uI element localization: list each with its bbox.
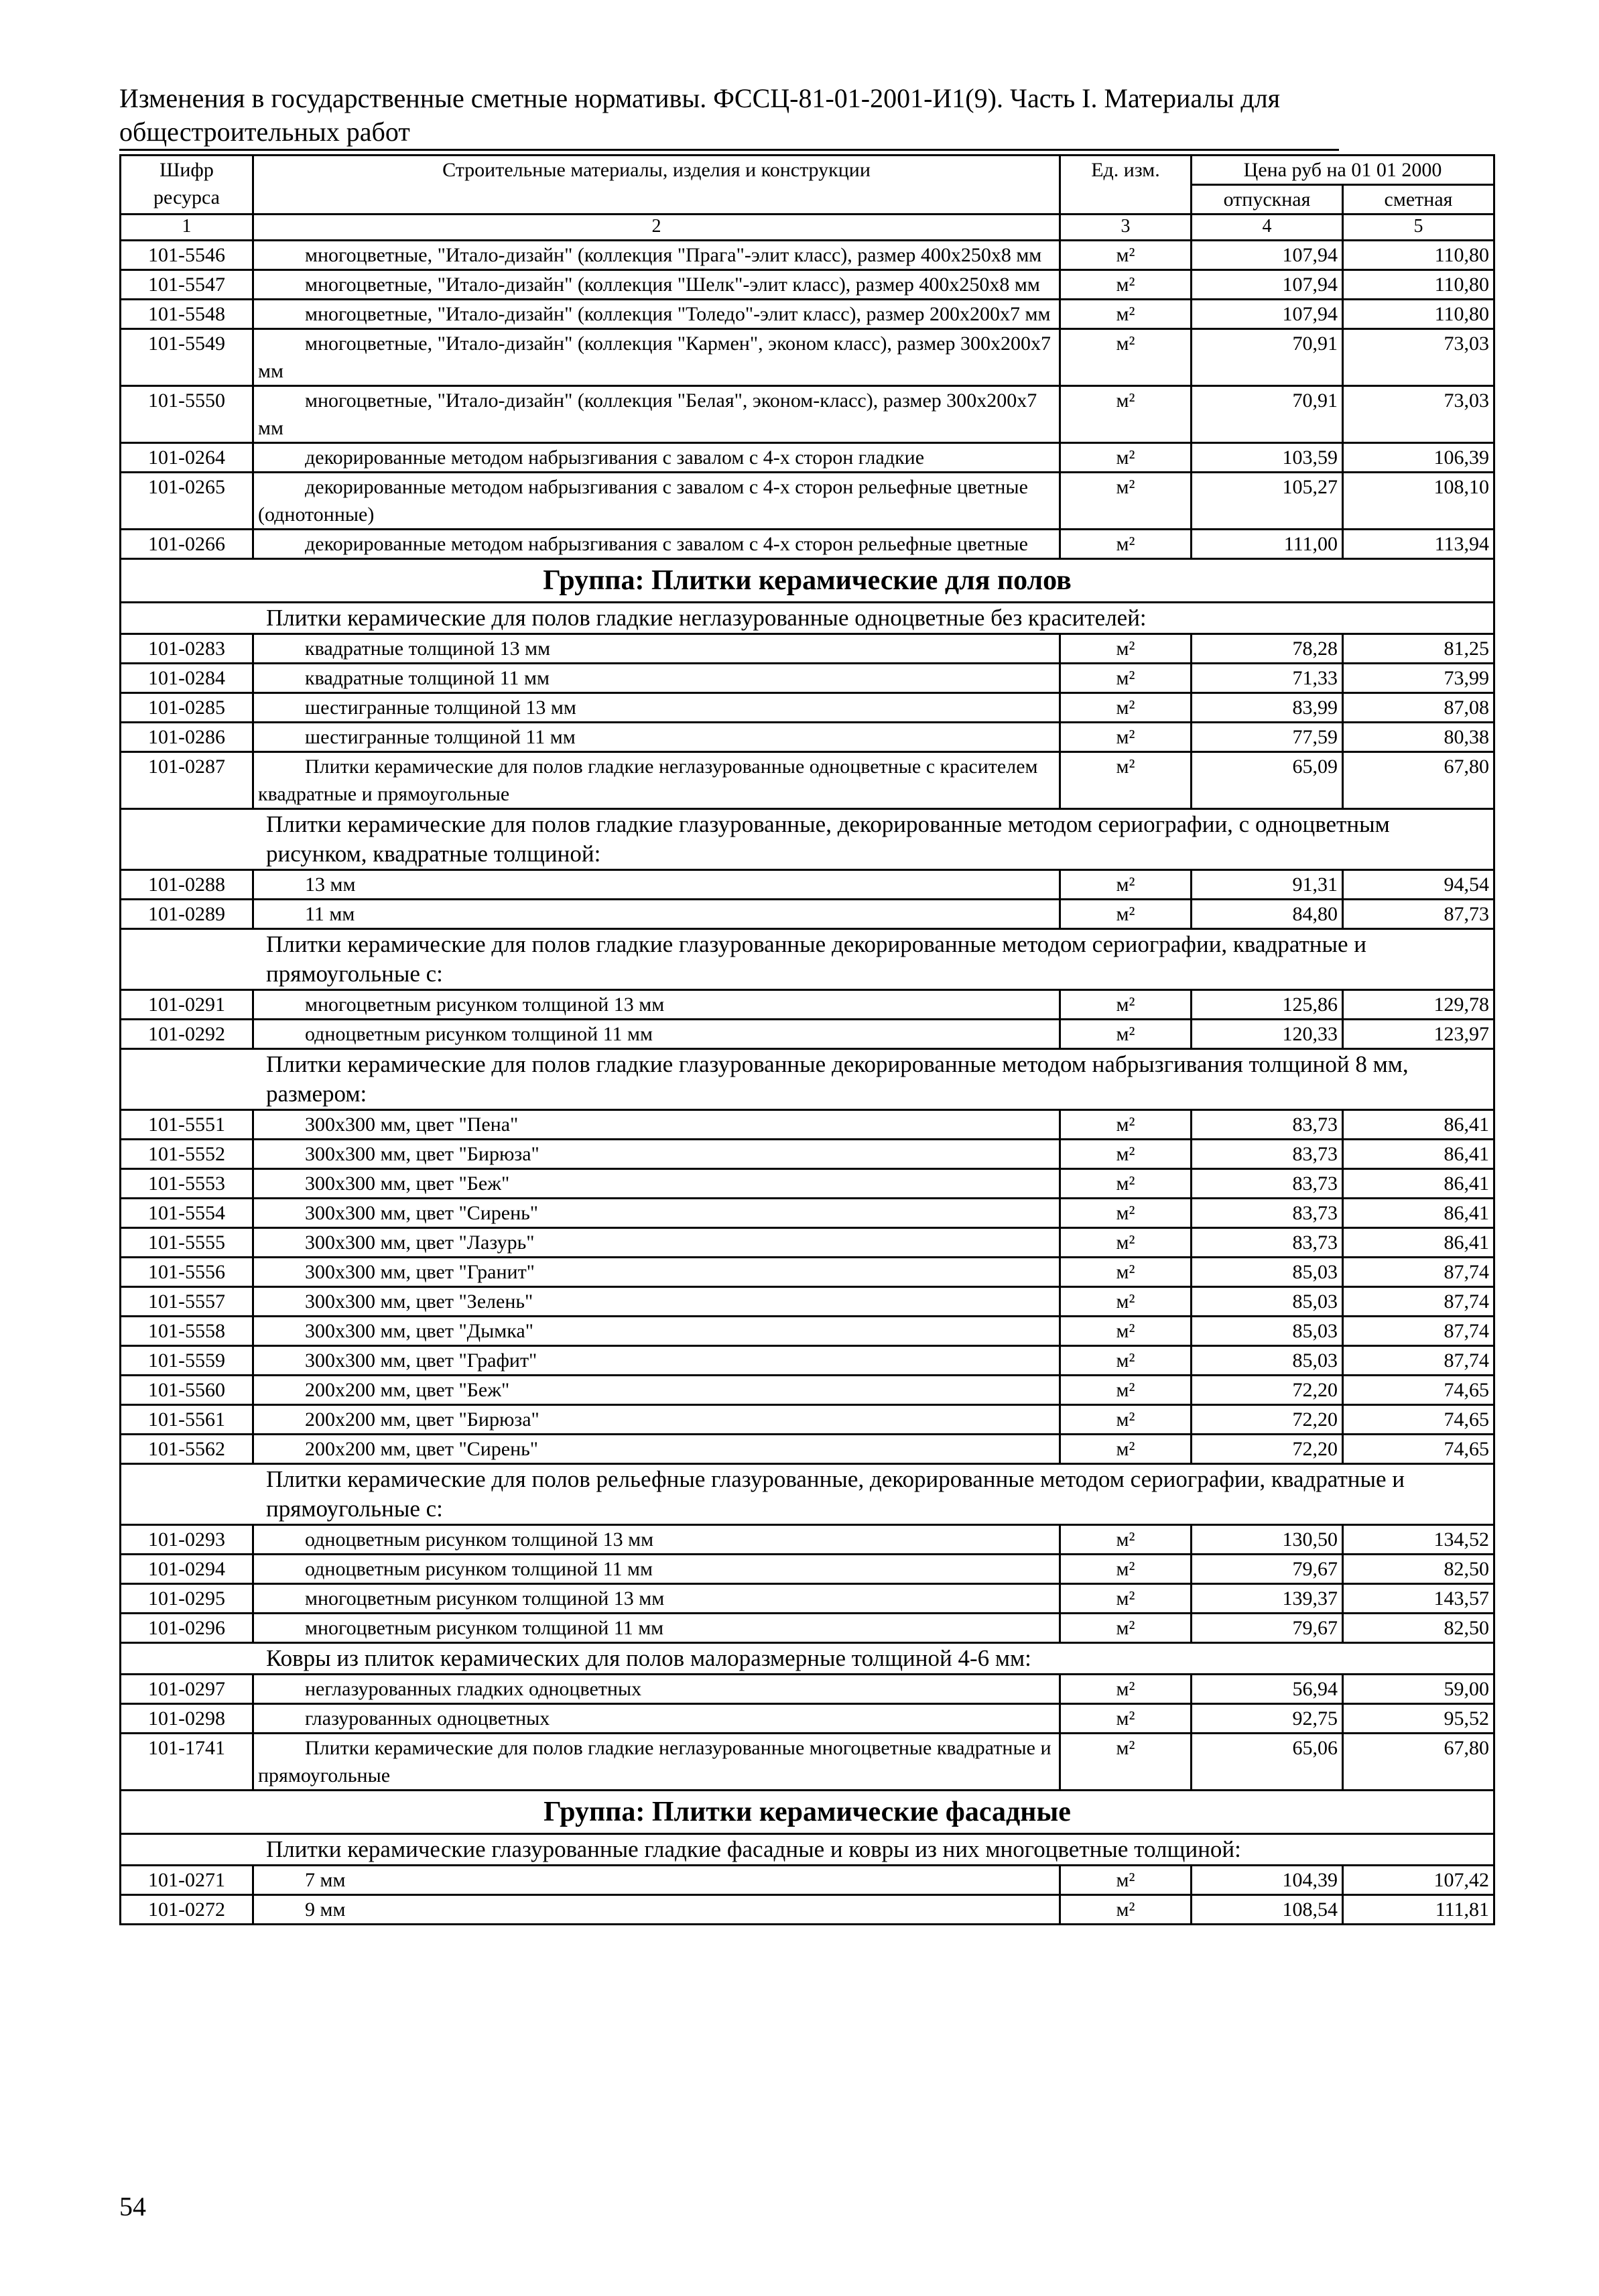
resource-code: 101-0294 (121, 1555, 253, 1584)
resource-code: 101-5558 (121, 1317, 253, 1346)
table-row (121, 1435, 1494, 1464)
unit-cell: м² (1060, 1614, 1192, 1643)
release-price: 125,86 (1192, 990, 1343, 1020)
estimate-price: 87,08 (1343, 693, 1494, 723)
unit-cell: м² (1060, 870, 1192, 900)
subgroup-heading: Плитки керамические глазурованные гладкие фасадные и ковры из них многоцветные толщиной: (121, 1834, 1494, 1866)
column-header-name: Строительные материалы, изделия и конструкции (253, 156, 1060, 215)
resource-code: 101-0266 (121, 530, 253, 559)
estimate-price: 82,50 (1343, 1614, 1494, 1643)
material-name: 9 мм (253, 1895, 1060, 1925)
table-row (121, 1704, 1494, 1734)
column-number: 3 (1060, 215, 1192, 241)
material-name: Плитки керамические для полов гладкие неглазурованные одноцветные с красителем квадратные и прямоугольные (253, 752, 1060, 809)
unit-cell: м² (1060, 473, 1192, 530)
estimate-price: 87,74 (1343, 1258, 1494, 1287)
unit-cell: м² (1060, 990, 1192, 1020)
unit-cell: м² (1060, 1258, 1192, 1287)
subgroup-heading: Плитки керамические для полов гладкие глазурованные, декорированные методом сериографии, с одноцветным рисунком, квадратные толщиной: (121, 809, 1494, 870)
material-name: 300х300 мм, цвет "Пена" (253, 1110, 1060, 1140)
material-name: 200х200 мм, цвет "Сирень" (253, 1435, 1060, 1464)
table-row (121, 693, 1494, 723)
unit-cell: м² (1060, 530, 1192, 559)
resource-code: 101-5556 (121, 1258, 253, 1287)
table-row (121, 1405, 1494, 1435)
estimate-price: 106,39 (1343, 443, 1494, 473)
resource-code: 101-0287 (121, 752, 253, 809)
resource-code: 101-0289 (121, 900, 253, 929)
release-price: 70,91 (1192, 329, 1343, 386)
resource-code: 101-5560 (121, 1376, 253, 1405)
table-row (121, 1199, 1494, 1228)
resource-code: 101-5557 (121, 1287, 253, 1317)
release-price: 79,67 (1192, 1555, 1343, 1584)
table-row (121, 723, 1494, 752)
estimate-price: 86,41 (1343, 1110, 1494, 1140)
unit-cell: м² (1060, 241, 1192, 270)
release-price: 77,59 (1192, 723, 1343, 752)
table-row (121, 1169, 1494, 1199)
group-heading: Группа: Плитки керамические фасадные (121, 1791, 1494, 1834)
resource-code: 101-0293 (121, 1525, 253, 1555)
resource-code: 101-0265 (121, 473, 253, 530)
unit-cell: м² (1060, 900, 1192, 929)
unit-cell: м² (1060, 1199, 1192, 1228)
table-row (121, 1614, 1494, 1643)
release-price: 108,54 (1192, 1895, 1343, 1925)
resource-code: 101-0297 (121, 1675, 253, 1704)
table-row (121, 1525, 1494, 1555)
unit-cell: м² (1060, 664, 1192, 693)
estimate-price: 108,10 (1343, 473, 1494, 530)
material-name: многоцветным рисунком толщиной 11 мм (253, 1614, 1060, 1643)
material-name: 13 мм (253, 870, 1060, 900)
material-name: 300х300 мм, цвет "Сирень" (253, 1199, 1060, 1228)
resource-code: 101-0286 (121, 723, 253, 752)
material-name: 300х300 мм, цвет "Дымка" (253, 1317, 1060, 1346)
subgroup-heading-row (121, 1464, 1494, 1525)
table-row (121, 1866, 1494, 1895)
resource-code: 101-0295 (121, 1584, 253, 1614)
release-price: 130,50 (1192, 1525, 1343, 1555)
table-row (121, 1258, 1494, 1287)
unit-cell: м² (1060, 1405, 1192, 1435)
release-price: 107,94 (1192, 300, 1343, 329)
estimate-price: 67,80 (1343, 752, 1494, 809)
material-name: 7 мм (253, 1866, 1060, 1895)
subgroup-heading-row (121, 1643, 1494, 1675)
release-price: 72,20 (1192, 1405, 1343, 1435)
table-row (121, 1020, 1494, 1049)
release-price: 107,94 (1192, 241, 1343, 270)
unit-cell: м² (1060, 1584, 1192, 1614)
resource-code: 101-0288 (121, 870, 253, 900)
release-price: 78,28 (1192, 634, 1343, 664)
estimate-price: 111,81 (1343, 1895, 1494, 1925)
estimate-price: 129,78 (1343, 990, 1494, 1020)
unit-cell: м² (1060, 386, 1192, 443)
material-name: многоцветные, "Итало-дизайн" (коллекция "Кармен", эконом класс), размер 300х200х7 мм (253, 329, 1060, 386)
subgroup-heading: Плитки керамические для полов гладкие глазурованные декорированные методом набрызгивания толщиной 8 мм, размером: (121, 1049, 1494, 1110)
column-number: 4 (1192, 215, 1343, 241)
column-number: 2 (253, 215, 1060, 241)
estimate-price: 86,41 (1343, 1169, 1494, 1199)
table-row (121, 386, 1494, 443)
material-name: 300х300 мм, цвет "Гранит" (253, 1258, 1060, 1287)
subgroup-heading-row (121, 1834, 1494, 1866)
release-price: 56,94 (1192, 1675, 1343, 1704)
subgroup-heading: Плитки керамические для полов рельефные глазурованные, декорированные методом сериографии, квадратные и прямоугольные с: (121, 1464, 1494, 1525)
estimate-price: 73,03 (1343, 329, 1494, 386)
release-price: 71,33 (1192, 664, 1343, 693)
unit-cell: м² (1060, 1228, 1192, 1258)
column-number: 1 (121, 215, 253, 241)
estimate-price: 123,97 (1343, 1020, 1494, 1049)
material-name: квадратные толщиной 13 мм (253, 634, 1060, 664)
table-row (121, 1895, 1494, 1925)
unit-cell: м² (1060, 1110, 1192, 1140)
resource-code: 101-5555 (121, 1228, 253, 1258)
unit-cell: м² (1060, 1555, 1192, 1584)
estimate-price: 87,73 (1343, 900, 1494, 929)
table-row (121, 1287, 1494, 1317)
resource-code: 101-5546 (121, 241, 253, 270)
resource-code: 101-1741 (121, 1734, 253, 1791)
release-price: 83,73 (1192, 1110, 1343, 1140)
estimate-price: 74,65 (1343, 1405, 1494, 1435)
release-price: 84,80 (1192, 900, 1343, 929)
table-row (121, 1376, 1494, 1405)
release-price: 120,33 (1192, 1020, 1343, 1049)
table-row (121, 241, 1494, 270)
table-row (121, 1675, 1494, 1704)
release-price: 72,20 (1192, 1435, 1343, 1464)
resource-code: 101-0264 (121, 443, 253, 473)
release-price: 83,99 (1192, 693, 1343, 723)
page-number: 54 (119, 2191, 146, 2222)
release-price: 111,00 (1192, 530, 1343, 559)
material-name: одноцветным рисунком толщиной 11 мм (253, 1555, 1060, 1584)
subgroup-heading-row (121, 1049, 1494, 1110)
unit-cell: м² (1060, 329, 1192, 386)
estimate-price: 87,74 (1343, 1287, 1494, 1317)
estimate-price: 110,80 (1343, 270, 1494, 300)
release-price: 103,59 (1192, 443, 1343, 473)
unit-cell: м² (1060, 1020, 1192, 1049)
resource-code: 101-0271 (121, 1866, 253, 1895)
table-row (121, 1140, 1494, 1169)
release-price: 83,73 (1192, 1199, 1343, 1228)
estimate-price: 80,38 (1343, 723, 1494, 752)
estimate-price: 113,94 (1343, 530, 1494, 559)
resource-code: 101-0298 (121, 1704, 253, 1734)
estimate-price: 110,80 (1343, 241, 1494, 270)
unit-cell: м² (1060, 1376, 1192, 1405)
table-row (121, 270, 1494, 300)
subgroup-heading: Ковры из плиток керамических для полов малоразмерные толщиной 4-6 мм: (121, 1643, 1494, 1675)
release-price: 85,03 (1192, 1258, 1343, 1287)
resource-code: 101-5548 (121, 300, 253, 329)
unit-cell: м² (1060, 1317, 1192, 1346)
resource-code: 101-0285 (121, 693, 253, 723)
table-body (121, 241, 1494, 1925)
table-row (121, 1734, 1494, 1791)
material-name: многоцветные, "Итало-дизайн" (коллекция "Шелк"-элит класс), размер 400х250х8 мм (253, 270, 1060, 300)
unit-cell: м² (1060, 443, 1192, 473)
table-row (121, 1346, 1494, 1376)
material-name: квадратные толщиной 11 мм (253, 664, 1060, 693)
material-name: 300х300 мм, цвет "Бирюза" (253, 1140, 1060, 1169)
table-row (121, 900, 1494, 929)
release-price: 85,03 (1192, 1317, 1343, 1346)
unit-cell: м² (1060, 1866, 1192, 1895)
unit-cell: м² (1060, 1734, 1192, 1791)
estimate-price: 86,41 (1343, 1199, 1494, 1228)
material-name: шестигранные толщиной 13 мм (253, 693, 1060, 723)
resource-code: 101-5559 (121, 1346, 253, 1376)
estimate-price: 86,41 (1343, 1228, 1494, 1258)
table-row (121, 990, 1494, 1020)
table-row (121, 1317, 1494, 1346)
column-header-estimate: сметная (1343, 185, 1494, 215)
estimate-price: 74,65 (1343, 1376, 1494, 1405)
material-name: многоцветные, "Итало-дизайн" (коллекция "Прага"-элит класс), размер 400х250х8 мм (253, 241, 1060, 270)
release-price: 104,39 (1192, 1866, 1343, 1895)
estimate-price: 134,52 (1343, 1525, 1494, 1555)
resource-code: 101-5552 (121, 1140, 253, 1169)
estimate-price: 73,99 (1343, 664, 1494, 693)
unit-cell: м² (1060, 1169, 1192, 1199)
resource-code: 101-5550 (121, 386, 253, 443)
resource-code: 101-5561 (121, 1405, 253, 1435)
column-header-release: отпускная (1192, 185, 1343, 215)
unit-cell: м² (1060, 723, 1192, 752)
table-row (121, 300, 1494, 329)
group-heading-row (121, 1791, 1494, 1834)
column-header-price: Цена руб на 01 01 2000 (1192, 156, 1494, 185)
resource-code: 101-5553 (121, 1169, 253, 1199)
material-name: 300х300 мм, цвет "Графит" (253, 1346, 1060, 1376)
table-row (121, 752, 1494, 809)
subgroup-heading: Плитки керамические для полов гладкие неглазурованные одноцветные без красителей: (121, 603, 1494, 634)
table-row (121, 870, 1494, 900)
release-price: 107,94 (1192, 270, 1343, 300)
material-name: многоцветные, "Итало-дизайн" (коллекция "Толедо"-элит класс), размер 200х200х7 мм (253, 300, 1060, 329)
group-heading: Группа: Плитки керамические для полов (121, 559, 1494, 603)
unit-cell: м² (1060, 1895, 1192, 1925)
resource-code: 101-0284 (121, 664, 253, 693)
column-header-unit: Ед. изм. (1060, 156, 1192, 215)
material-name: 200х200 мм, цвет "Бирюза" (253, 1405, 1060, 1435)
estimate-price: 81,25 (1343, 634, 1494, 664)
table-row (121, 664, 1494, 693)
subgroup-heading-row (121, 929, 1494, 990)
material-name: Плитки керамические для полов гладкие неглазурованные многоцветные квадратные и прямоугольные (253, 1734, 1060, 1791)
table-row (121, 1228, 1494, 1258)
release-price: 79,67 (1192, 1614, 1343, 1643)
material-name: 200х200 мм, цвет "Беж" (253, 1376, 1060, 1405)
estimate-price: 87,74 (1343, 1317, 1494, 1346)
resource-code: 101-5547 (121, 270, 253, 300)
release-price: 83,73 (1192, 1140, 1343, 1169)
table-row (121, 634, 1494, 664)
subgroup-heading-row (121, 603, 1494, 634)
resource-code: 101-5562 (121, 1435, 253, 1464)
subgroup-heading-row (121, 809, 1494, 870)
material-name: шестигранные толщиной 11 мм (253, 723, 1060, 752)
resource-code: 101-0272 (121, 1895, 253, 1925)
material-name: многоцветным рисунком толщиной 13 мм (253, 990, 1060, 1020)
release-price: 139,37 (1192, 1584, 1343, 1614)
table-row (121, 329, 1494, 386)
unit-cell: м² (1060, 300, 1192, 329)
unit-cell: м² (1060, 634, 1192, 664)
release-price: 83,73 (1192, 1169, 1343, 1199)
material-name: одноцветным рисунком толщиной 11 мм (253, 1020, 1060, 1049)
resource-code: 101-5549 (121, 329, 253, 386)
release-price: 92,75 (1192, 1704, 1343, 1734)
unit-cell: м² (1060, 1525, 1192, 1555)
estimate-price: 95,52 (1343, 1704, 1494, 1734)
estimate-price: 73,03 (1343, 386, 1494, 443)
column-header-code: Шифр ресурса (121, 156, 253, 215)
table-row (121, 1555, 1494, 1584)
release-price: 65,09 (1192, 752, 1343, 809)
resource-code: 101-0296 (121, 1614, 253, 1643)
estimate-price: 143,57 (1343, 1584, 1494, 1614)
estimate-price: 87,74 (1343, 1346, 1494, 1376)
unit-cell: м² (1060, 1346, 1192, 1376)
material-name: декорированные методом набрызгивания с завалом с 4-х сторон рельефные цветные (однотонные) (253, 473, 1060, 530)
release-price: 70,91 (1192, 386, 1343, 443)
price-table (119, 154, 1495, 1925)
unit-cell: м² (1060, 270, 1192, 300)
table-row (121, 473, 1494, 530)
group-heading-row (121, 559, 1494, 603)
estimate-price: 110,80 (1343, 300, 1494, 329)
estimate-price: 67,80 (1343, 1734, 1494, 1791)
document-header: Изменения в государственные сметные нормативы. ФССЦ-81-01-2001-И1(9). Часть I. Материалы для общестроительных работ (119, 82, 1339, 151)
material-name: декорированные методом набрызгивания с завалом с 4-х сторон гладкие (253, 443, 1060, 473)
subgroup-heading: Плитки керамические для полов гладкие глазурованные декорированные методом сериографии, квадратные и прямоугольные с: (121, 929, 1494, 990)
resource-code: 101-0292 (121, 1020, 253, 1049)
material-name: 300х300 мм, цвет "Лазурь" (253, 1228, 1060, 1258)
material-name: 300х300 мм, цвет "Беж" (253, 1169, 1060, 1199)
release-price: 65,06 (1192, 1734, 1343, 1791)
release-price: 85,03 (1192, 1287, 1343, 1317)
release-price: 91,31 (1192, 870, 1343, 900)
material-name: декорированные методом набрызгивания с завалом с 4-х сторон рельефные цветные (253, 530, 1060, 559)
table-row (121, 1110, 1494, 1140)
estimate-price: 59,00 (1343, 1675, 1494, 1704)
material-name: 300х300 мм, цвет "Зелень" (253, 1287, 1060, 1317)
release-price: 85,03 (1192, 1346, 1343, 1376)
unit-cell: м² (1060, 1140, 1192, 1169)
resource-code: 101-5551 (121, 1110, 253, 1140)
estimate-price: 86,41 (1343, 1140, 1494, 1169)
unit-cell: м² (1060, 1287, 1192, 1317)
table-row (121, 443, 1494, 473)
unit-cell: м² (1060, 1704, 1192, 1734)
material-name: одноцветным рисунком толщиной 13 мм (253, 1525, 1060, 1555)
estimate-price: 74,65 (1343, 1435, 1494, 1464)
table-row (121, 1584, 1494, 1614)
unit-cell: м² (1060, 1675, 1192, 1704)
material-name: глазурованных одноцветных (253, 1704, 1060, 1734)
material-name: многоцветные, "Итало-дизайн" (коллекция "Белая", эконом-класс), размер 300х200х7 мм (253, 386, 1060, 443)
unit-cell: м² (1060, 693, 1192, 723)
estimate-price: 107,42 (1343, 1866, 1494, 1895)
table-row (121, 530, 1494, 559)
material-name: неглазурованных гладких одноцветных (253, 1675, 1060, 1704)
release-price: 105,27 (1192, 473, 1343, 530)
material-name: многоцветным рисунком толщиной 13 мм (253, 1584, 1060, 1614)
estimate-price: 94,54 (1343, 870, 1494, 900)
release-price: 72,20 (1192, 1376, 1343, 1405)
unit-cell: м² (1060, 752, 1192, 809)
resource-code: 101-0283 (121, 634, 253, 664)
unit-cell: м² (1060, 1435, 1192, 1464)
release-price: 83,73 (1192, 1228, 1343, 1258)
material-name: 11 мм (253, 900, 1060, 929)
estimate-price: 82,50 (1343, 1555, 1494, 1584)
column-number: 5 (1343, 215, 1494, 241)
resource-code: 101-0291 (121, 990, 253, 1020)
resource-code: 101-5554 (121, 1199, 253, 1228)
